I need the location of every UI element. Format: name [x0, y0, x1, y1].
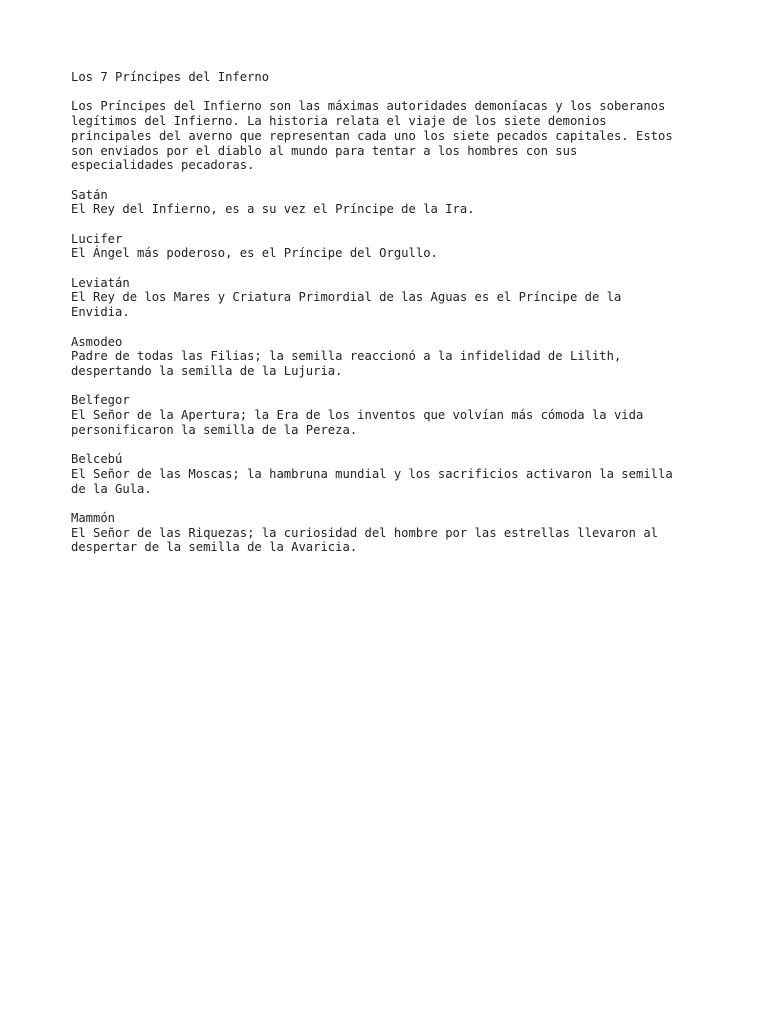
description-line: El Rey de los Mares y Criatura Primordial de las Aguas es el Príncipe de la [71, 290, 622, 305]
intro-line: principales del averno que representan cada uno los siete pecados capitales. Estos [71, 128, 673, 143]
document-page [71, 70, 711, 570]
prince-name: Belfegor [71, 393, 130, 408]
description-line: El Ángel más poderoso, es el Príncipe del Orgullo. [71, 246, 438, 261]
description-line: El Rey del Infierno, es a su vez el Príncipe de la Ira. [71, 202, 475, 217]
intro-line: Los Príncipes del Infierno son las máximas autoridades demoníacas y los soberanos [71, 99, 666, 114]
prince-name: Leviatán [71, 275, 130, 290]
prince-description [71, 349, 711, 378]
prince-description [71, 467, 711, 496]
description-line: de la Gula. [71, 481, 152, 496]
prince-description [71, 526, 711, 555]
prince-description [71, 408, 711, 437]
prince-name: Lucifer [71, 231, 123, 246]
prince-description [71, 246, 711, 261]
prince-description [71, 290, 711, 319]
intro-line: son enviados por el diablo al mundo para tentar a los hombres con sus [71, 143, 578, 158]
intro-line: legítimos del Infierno. La historia relata el viaje de los siete demonios [71, 114, 607, 129]
prince-entry-belcebu [71, 452, 711, 496]
prince-name: Belcebú [71, 452, 123, 467]
prince-entry-belfegor [71, 393, 711, 437]
prince-entry-satan [71, 188, 711, 217]
prince-name: Mammón [71, 510, 116, 525]
description-line: Padre de todas las Filias; la semilla reaccionó a la infidelidad de Lilith, [71, 349, 622, 364]
intro-line: especialidades pecadoras. [71, 158, 255, 173]
description-line: Envidia. [71, 305, 130, 320]
description-line: El Señor de la Apertura; la Era de los inventos que volvían más cómoda la vida [71, 408, 644, 423]
prince-description [71, 202, 711, 217]
prince-entry-lucifer [71, 232, 711, 261]
document-title: Los 7 Príncipes del Inferno [71, 70, 270, 84]
description-line: personificaron la semilla de la Pereza. [71, 422, 358, 437]
prince-entry-mammon [71, 511, 711, 555]
description-line: despertar de la semilla de la Avaricia. [71, 540, 358, 555]
prince-entry-leviatan [71, 276, 711, 320]
description-line: despertando la semilla de la Lujuria. [71, 363, 343, 378]
description-line: El Señor de las Riquezas; la curiosidad del hombre por las estrellas llevaron al [71, 525, 658, 540]
prince-entry-asmodeo [71, 335, 711, 379]
intro-paragraph [71, 99, 711, 173]
prince-name: Satán [71, 187, 108, 202]
prince-name: Asmodeo [71, 334, 123, 349]
description-line: El Señor de las Moscas; la hambruna mundial y los sacrificios activaron la semilla [71, 466, 673, 481]
